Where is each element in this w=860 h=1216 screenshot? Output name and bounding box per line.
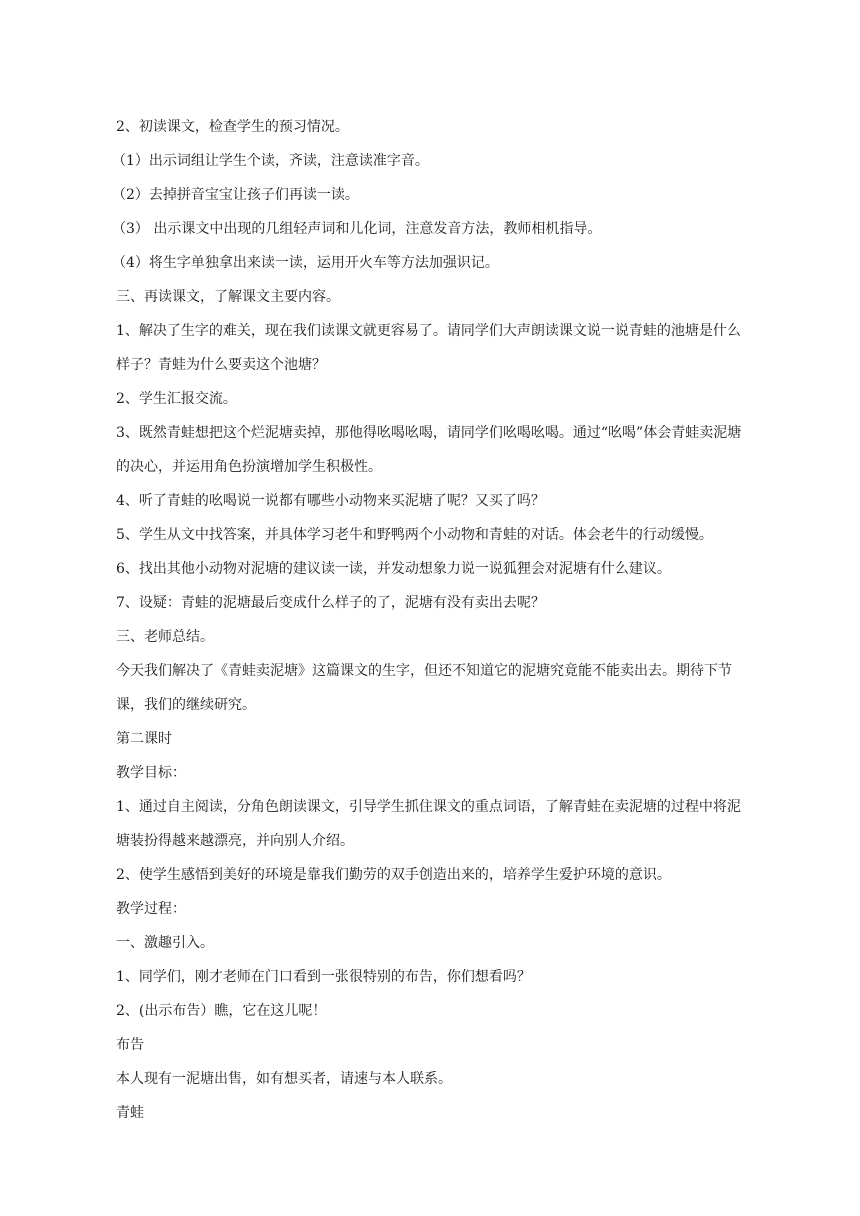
- section-heading: 教学过程：: [116, 901, 186, 917]
- paragraph: 3、既然青蛙想把这个烂泥塘卖掉，那他得吆喝吆喝，请同学们吆喝吆喝。通过“吆喝”体会青蛙卖泥塘的决心，并运用角色扮演增加学生积极性。: [116, 425, 742, 475]
- document-page: [112, 110, 746, 1130]
- notice-title: 布告: [116, 1037, 144, 1053]
- paragraph: 1、通过自主阅读，分角色朗读课文，引导学生抓住课文的重点词语，了解青蛙在卖泥塘的过程中将泥塘装扮得越来越漂亮，并向别人介绍。: [116, 799, 741, 849]
- notice-body: 本人现有一泥塘出售，如有想买者，请速与本人联系。: [116, 1071, 452, 1087]
- paragraph: 1、解决了生字的难关，现在我们读课文就更容易了。请同学们大声朗读课文说一说青蛙的池塘是什么样子？青蛙为什么要卖这个池塘？: [116, 323, 741, 373]
- section-heading: 三、再读课文，了解课文主要内容。: [116, 289, 340, 305]
- paragraph: 今天我们解决了《青蛙卖泥塘》这篇课文的生字，但还不知道它的泥塘究竟能不能卖出去。期待下节课，我们的继续研究。: [116, 663, 732, 713]
- paragraph: 7、设疑：青蛙的泥塘最后变成什么样子的了，泥塘有没有卖出去呢？: [116, 595, 545, 611]
- section-heading: 一、激趣引入。: [116, 935, 214, 951]
- paragraph: （3） 出示课文中出现的几组轻声词和儿化词，注意发音方法，教师相机指导。: [112, 221, 602, 237]
- paragraph: 2、初读课文，检查学生的预习情况。: [116, 119, 349, 135]
- paragraph: （1）出示词组让学生个读，齐读，注意读准字音。: [112, 153, 429, 169]
- paragraph: 6、找出其他小动物对泥塘的建议读一读，并发动想象力说一说狐狸会对泥塘有什么建议。: [116, 561, 671, 577]
- section-heading: 教学目标：: [116, 765, 186, 781]
- paragraph: 5、学生从文中找答案，并具体学习老牛和野鸭两个小动物和青蛙的对话。体会老牛的行动缓慢。: [116, 527, 713, 543]
- paragraph: 1、同学们，刚才老师在门口看到一张很特别的布告，你们想看吗？: [116, 969, 531, 985]
- lesson-heading: 第二课时: [116, 731, 172, 747]
- paragraph: （2）去掉拼音宝宝让孩子们再读一读。: [112, 187, 359, 203]
- section-heading: 三、老师总结。: [116, 629, 214, 645]
- paragraph: （4）将生字单独拿出来读一读，运用开火车等方法加强识记。: [112, 255, 499, 271]
- notice-signature: 青蛙: [116, 1105, 144, 1121]
- paragraph: 2、学生汇报交流。: [116, 391, 237, 407]
- paragraph: 2、使学生感悟到美好的环境是靠我们勤劳的双手创造出来的，培养学生爱护环境的意识。: [116, 867, 671, 883]
- paragraph: 2、(出示布告）瞧，它在这儿呢！: [116, 1003, 327, 1019]
- paragraph: 4、听了青蛙的吆喝说一说都有哪些小动物来买泥塘了呢？又买了吗？: [116, 493, 545, 509]
